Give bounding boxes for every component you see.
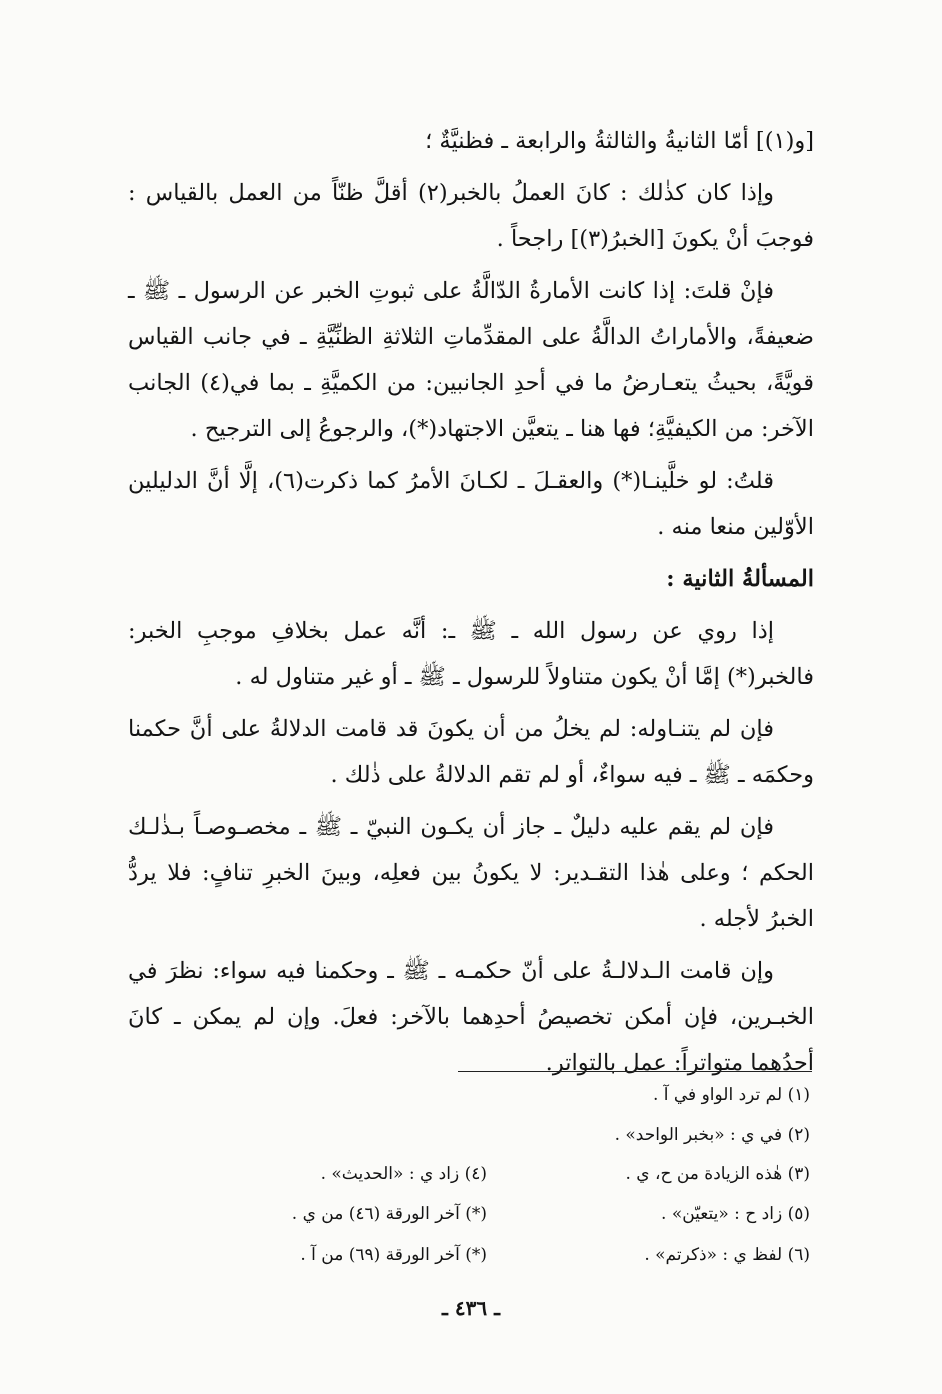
footnote: (٢) في ي : «بخبر الواحد» . <box>614 1125 810 1145</box>
footnote: (٤) زاد ي : «الحديث» . <box>320 1164 487 1184</box>
main-text <box>128 118 814 1092</box>
paragraph: وإذا كان كذٰلك : كانَ العملُ بالخبر(٢) أقلَّ ظنّاً من العمل بالقياس : فوجبَ أنْ يكونَ [الخبرُ(٣)] راجحاً . <box>128 180 814 252</box>
paragraph: فإنْ قلتَ: إذا كانت الأمارةُ الدّالَّةُ على ثبوتِ الخبر عن الرسول ـ ﷺ ـ ضعيفةً، والأماراتُ الدالَّةُ على المقدِّماتِ الثلاثةِ الظنِّيَّةِ ـ في جانب القياس قويَّةً، بحيثُ يتعـارضُ ما في أحدِ الجانبين: من الكميَّةِ ـ بما في(٤) الجانب الآخر: من الكيفيَّةِ؛ فها هنا ـ يتعيَّن الاجتهاد(*)، والرجوعُ إلى الترجيح . <box>128 278 814 442</box>
footnote-divider <box>458 1071 812 1072</box>
page-number: ـ ٤٣٦ ـ <box>442 1296 500 1320</box>
paragraph: قلتُ: لو خلَّينـا(*) والعقـلَ ـ لكـانَ الأمرُ كما ذكرت(٦)، إلَّا أنَّ الدليلين الأوّلين منعا منه . <box>128 468 814 540</box>
footnote: (٥) زاد ح : «يتعيّن» . <box>661 1204 810 1224</box>
paragraph: [و(١)] أمّا الثانيةُ والثالثةُ والرابعة ـ فظنيَّةٌ ؛ <box>425 128 814 154</box>
footnote: (٣) هٰذه الزيادة من ح، ي . <box>625 1164 810 1184</box>
footnote: (٦) لفظ ي : «ذكرتم» . <box>644 1245 810 1265</box>
footnote: (١) لم ترد الواو في آ . <box>652 1085 810 1105</box>
footnote: (*) آخر الورقة (٤٦) من ي . <box>291 1204 487 1224</box>
paragraph: إذا روي عن رسول الله ـ ﷺ ـ: أنَّه عمل بخلافِ موجبِ الخبر: فالخبر(*) إمَّا أنْ يكون متناولاً للرسول ـ ﷺ ـ أو غير متناول له . <box>128 618 814 690</box>
paragraph: فإن لم يتنـاوله: لم يخلُ من أن يكونَ قد قامت الدلالةُ على أنَّ حكمنا وحكمَه ـ ﷺ ـ فيه سواءٌ، أو لم تقم الدلالةُ على ذٰلك . <box>128 716 814 788</box>
footnote: (*) آخر الورقة (٦٩) من آ . <box>300 1245 487 1265</box>
paragraph: فإن لم يقم عليه دليلٌ ـ جاز أن يكـون النبيّ ـ ﷺ ـ مخصـوصـاً بـذٰلـك الحكم ؛ وعلى هٰذا التقـدير: لا يكونُ بين فعلِه، وبينَ الخبرِ تنافٍ: فلا يردُّ الخبرُ لأجله . <box>128 814 814 932</box>
paragraph: وإن قامت الـدلالـةُ على أنّ حكمـه ـ ﷺ ـ وحكمنا فيه سواء: نظرَ في الخبـرين، فإن أمكن تخصيصُ أحدِهما بالآخر: فعلَ. وإن لم يمكن ـ كانَ أحدُهما متواتراً: عمل بالتواتر. <box>128 958 814 1076</box>
section-heading: المسألةُ الثانية : <box>666 566 814 592</box>
